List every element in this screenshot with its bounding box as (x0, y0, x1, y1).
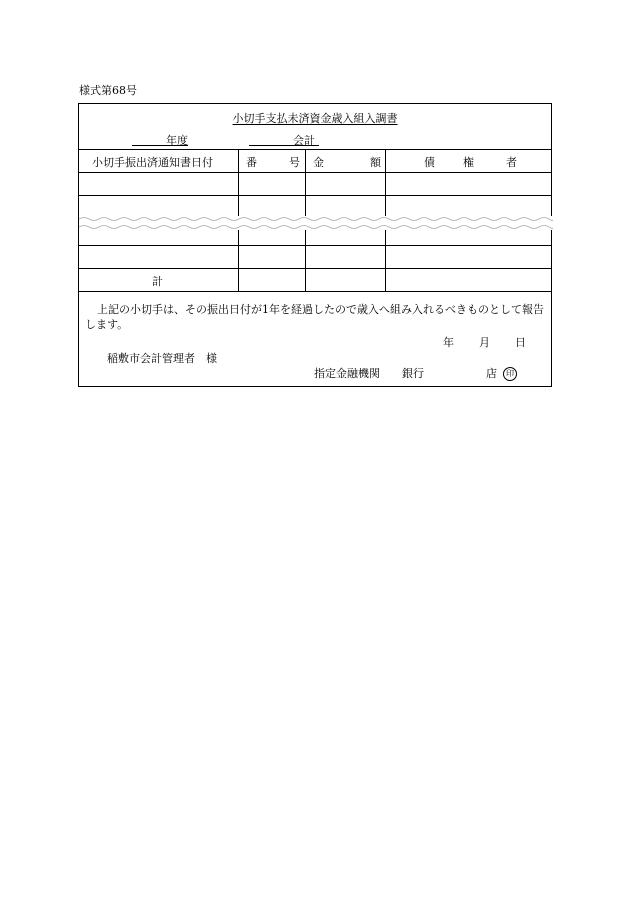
table-bottom-line (79, 291, 551, 292)
recipient: 稲敷市会計管理者 様 (107, 352, 217, 365)
form-title: 小切手支払未済資金歳入組入調書 (232, 112, 398, 125)
table-break-wave (79, 216, 553, 230)
report-date (443, 334, 526, 350)
account-label: 会計 (293, 134, 315, 147)
date-year: 年 (443, 336, 454, 349)
report-form (78, 103, 552, 387)
header-number-a: 番 (246, 156, 257, 169)
date-day: 日 (515, 336, 526, 349)
form-number: 様式第68号 (79, 84, 137, 97)
header-number-b: 号 (289, 156, 300, 169)
header-amount-a: 金 (313, 156, 324, 169)
total-label: 計 (152, 275, 163, 288)
header-date: 小切手振出済通知書日付 (92, 156, 213, 169)
seal-mark: 印 (503, 367, 517, 381)
report-text: 上記の小切手は、その振出日付が1年を経過したので歳入へ組み入れるべきものとして報告します。 (85, 303, 544, 331)
header-creditor-b: 権 (463, 156, 474, 169)
date-month: 月 (479, 336, 490, 349)
table-top-line (79, 149, 551, 150)
bank-line (314, 365, 517, 381)
row-line (79, 172, 551, 173)
header-creditor-a: 債 (424, 156, 435, 169)
row-line (79, 268, 551, 269)
fiscal-year-label: 年度 (166, 134, 188, 147)
header-creditor-c: 者 (506, 156, 517, 169)
row-line (79, 195, 551, 196)
bank-institution: 指定金融機関 (314, 367, 380, 380)
row-line (79, 245, 551, 246)
header-amount-b: 額 (370, 156, 381, 169)
bank-branch: 店 (486, 367, 497, 380)
bank-name: 銀行 (402, 367, 424, 380)
